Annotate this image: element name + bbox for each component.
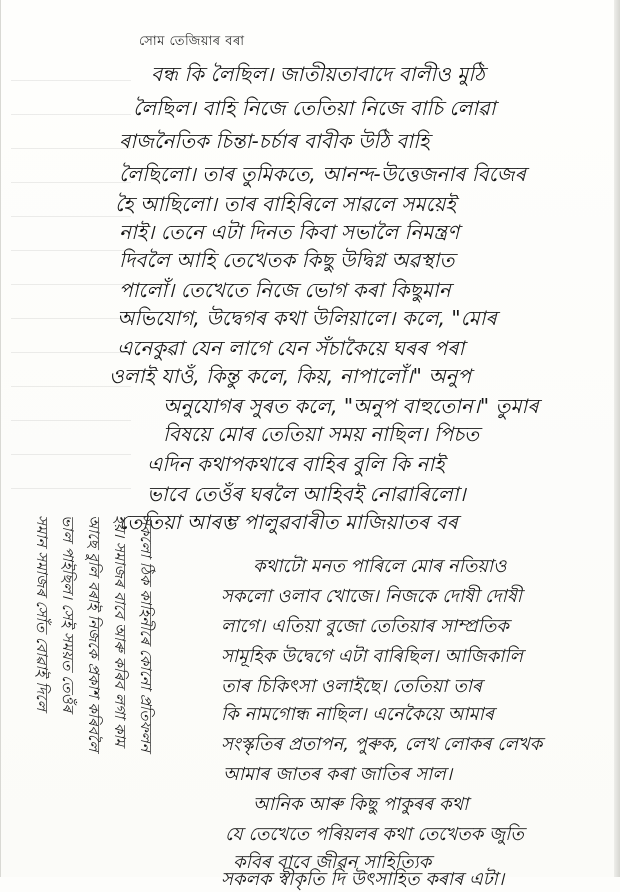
handwritten-line: সকলক স্বীকৃতি দি উৎসাহিত কৰাৰ এটা। — [221, 869, 505, 890]
handwritten-line: দিবলৈ আহি তেখেতক কিছু উদ্বিগ্ন অৱস্থাত — [119, 248, 455, 272]
margin-note — [7, 515, 167, 865]
handwritten-line: তাৰ চিকিৎসা ওলাইছে। তেতিয়া তাৰ — [221, 676, 483, 697]
handwritten-line: অভিযোগ, উদ্বেগৰ কথা উলিয়ালে। কলে, "মোৰ — [117, 306, 497, 330]
handwritten-line: কি নামগোন্ধ নাছিল। এনেকৈয়ে আমাৰ — [221, 704, 494, 725]
handwritten-line: সকলো ওলাব খোজে। নিজকে দোষী দোষী — [221, 586, 522, 607]
page-header-signature: সোম তেজিয়াৰ বৰা — [139, 34, 245, 49]
handwritten-line: কবিৰ বাবে জীৱন সাহিত্যিক — [233, 852, 432, 873]
page-edge-shadow — [614, 0, 620, 877]
handwritten-line: কথাটো মনত পাৰিলে মোৰ নতিয়াও — [253, 556, 507, 577]
handwritten-line: আনিক আৰু কিছু পাকুৰৰ কথা — [253, 794, 469, 815]
margin-note-line: সমান সমাজৰ সোঁত বোৱাই দিলে — [33, 515, 51, 711]
handwritten-line: লৈছিলো। তাৰ তুমিকতে, আনন্দ-উত্তেজনাৰ বিজেৰ — [119, 162, 526, 186]
handwritten-line: বিষয়ে মোৰ তেতিয়া সময় নাছিল। পিচত — [163, 422, 480, 446]
margin-note-line: ভাল পাইছিল। সেই সময়ত তেওঁৰ — [59, 515, 77, 712]
handwritten-line: বন্ধ কি লৈছিল। জাতীয়তাবাদে বালীও মুঠি — [151, 62, 485, 86]
handwritten-line: ওলাই যাওঁ, কিন্তু কলে, কিয়, নাপালোঁ।" অনুপ — [109, 364, 472, 388]
handwritten-line: পালোঁ। তেখেতে নিজে ভোগ কৰা কিছুমান — [119, 278, 451, 302]
handwritten-line: যে তেখেতে পৰিয়লৰ কথা তেখেতক জুতি — [225, 824, 524, 845]
margin-note-line: আছে বুলি বৰাই নিজকে প্ৰকাশ কৰিবলৈ — [85, 515, 103, 752]
handwritten-line: সংস্কৃতিৰ প্ৰতাপন, পুৰুক, লেখ লোকৰ লেখক — [221, 734, 543, 755]
handwritten-line: হৈ আছিলো। তাৰ বাহিৰিলে সাৱলে সময়েই — [115, 192, 456, 216]
handwritten-line: লাগে। এতিয়া বুজো তেতিয়াৰ সাম্প্ৰতিক — [221, 616, 509, 637]
handwritten-line: এদিন কথাপকথাৰে বাহিৰ বুলি কি নাই — [147, 452, 445, 476]
bleed-through-shadow — [11, 60, 131, 500]
handwritten-line: তেতিয়া আৰম্ভ পালুৱবাৰীত মাজিয়াতৰ বৰ — [119, 510, 458, 534]
handwritten-line: সামূহিক উদ্বেগে এটা বাৰিছিল। আজিকালি — [221, 646, 523, 667]
margin-note-line: সকলো ঠিক কাহিনীৰে কোনো প্ৰতিফলন — [137, 515, 155, 752]
handwritten-line: ভাবে তেওঁৰ ঘৰলৈ আহিবই নোৱাৰিলো। — [147, 482, 466, 506]
handwritten-line: অনুযোগৰ সুৰত কলে, "অনুপ বাহুতোন।" তুমাৰ — [163, 394, 539, 418]
handwritten-line: এনেকুৱা যেন লাগে যেন সঁচাকৈয়ে ঘৰৰ পৰা — [117, 336, 465, 360]
handwritten-line: ৰাজনৈতিক চিন্তা-চৰ্চাৰ বাবীক উঠি বাহি — [119, 129, 430, 153]
margin-note-line: হয়। সমাজৰ বাবে আৰু কৰিব লগা কাম — [111, 515, 129, 747]
handwritten-line: লৈছিল। বাহি নিজে তেতিয়া নিজে বাচি লোৱা — [133, 96, 496, 120]
handwritten-line: নাই। তেনে এটা দিনত কিবা সভালৈ নিমন্ত্ৰণ — [119, 220, 460, 244]
handwritten-line: আমাৰ জাতৰ কৰা জাতিৰ সাল। — [223, 764, 453, 785]
